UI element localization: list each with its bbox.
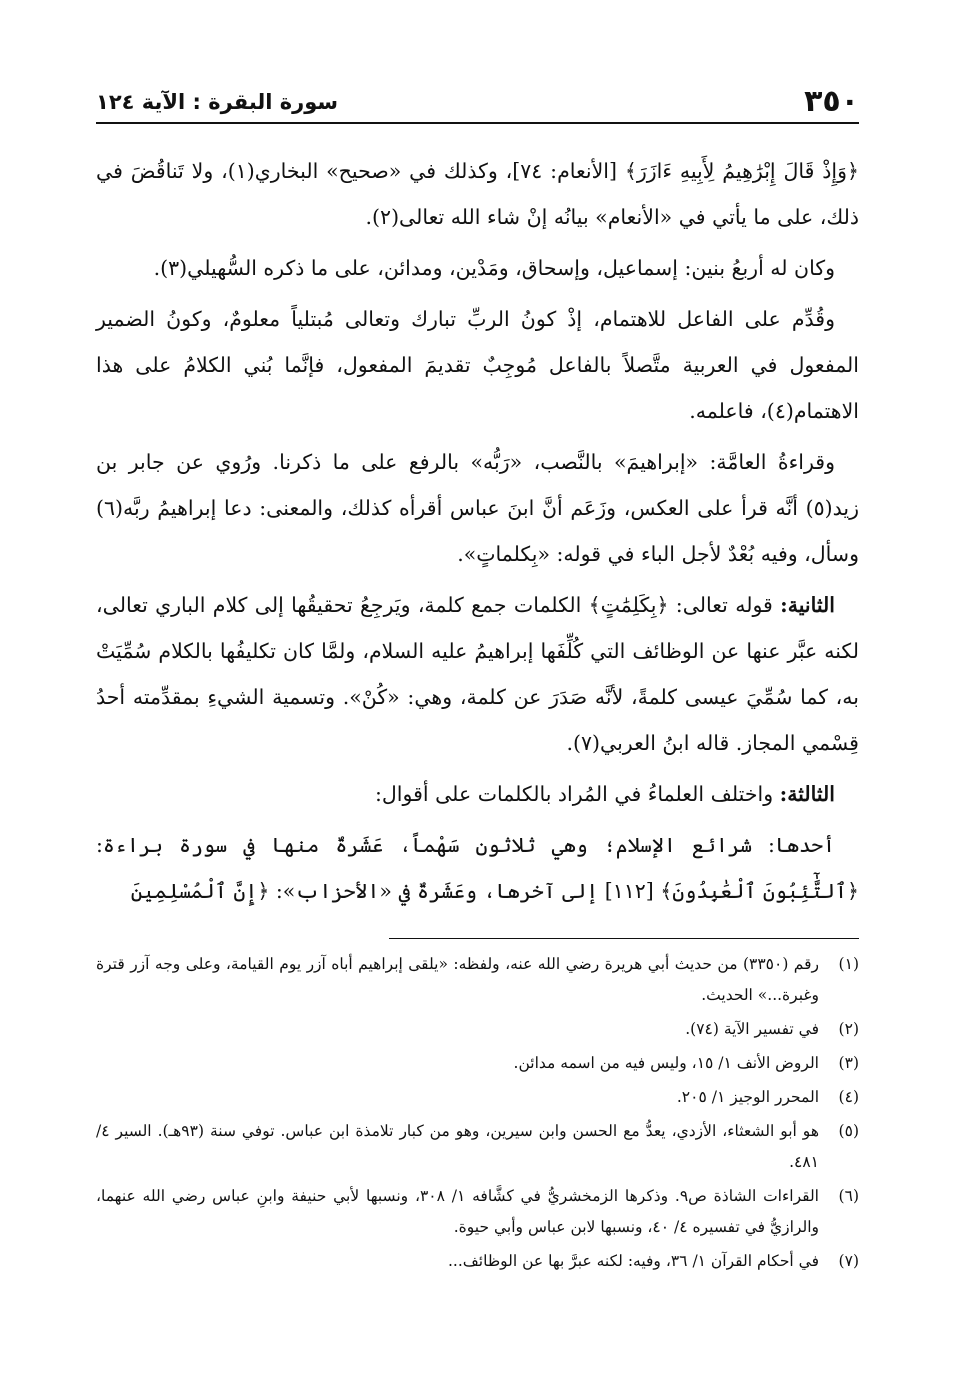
paragraph-text: قوله تعالى: ﴿بِكَلِمَٰتٍ﴾ الكلمات جمع كلمة، ويَرجِعُ تحقيقُها إلى كلام الباري تعالى، لكنه عبَّر عنها عن الوظائف التي كُلِّفَها إبراهيمُ عليه السلام، ولمَّا كان تكليفُها بالكلام سُمِّيَتْ به، كما سُمِّيَ عيسى كلمةً، لأنَّه صَدَرَ عن كلمة، وهي: «كُنْ». وتسمية الشيءِ بمقدِّمته أحدُ قِسْمي المجاز. قاله ابنُ العربي(٧). (96, 593, 859, 755)
footnote-number: (٣) (838, 1054, 859, 1072)
footnote (96, 1181, 859, 1243)
footnote-number: (٦) (838, 1187, 859, 1205)
footnote (96, 1014, 859, 1045)
paragraph-text: وقراءةُ العامَّة: «إبراهيمَ» بالنَّصب، «رَبُّه» بالرفع على ما ذكرنا. ورُوي عن جابر بن زيد(٥) أنَّه قرأ على العكس، وزَعَم أنَّ ابنَ عباس أقرأه كذلك، والمعنى: دعا إبراهيمُ ربَّه(٦) وسأل، وفيه بُعْدٌ لأجل الباء في قوله: «بِكلماتٍ». (96, 450, 859, 566)
footnote-text: رقم (٣٣٥٠) من حديث أبي هريرة رضي الله عنه، ولفظه: «يلقى إبراهيم أباه آزر يوم القيامة، وعلى وجه آزر قترة وغبرة...» الحديث. (96, 955, 819, 1004)
paragraph (96, 822, 859, 914)
footnote-number: (٥) (838, 1122, 859, 1140)
footnote (96, 1048, 859, 1079)
footnote-text: المحرر الوجيز ١/ ٢٠٥. (676, 1088, 819, 1106)
footnote-number: (٢) (838, 1020, 859, 1038)
paragraph (96, 245, 859, 291)
main-text (96, 148, 859, 914)
paragraph-text: ﴿وَإِذْ قَالَ إِبْرَٰهِيمُ لِأَبِيهِ ءَازَرَ﴾ [الأنعام: ٧٤]، وكذلك في «صحيح» البخاري(١)، ولا تَناقُضَ في ذلك، على ما يأتي في «الأنعام» بيانُه إنْ شاء الله تعالى(٢). (96, 159, 860, 229)
page-header (96, 80, 859, 122)
footnote-text: في تفسير الآية (٧٤). (685, 1020, 819, 1038)
header-rule (96, 122, 859, 124)
section-heading: الثالثة: (779, 782, 835, 806)
footnote (96, 1246, 859, 1277)
footnote-text: القراءات الشاذة ص٩. وذكرها الزمخشريُّ في كشَّافه ١/ ٣٠٨، ونسبها لأبي حنيفة وابنِ عباس رضي الله عنهما، والرازيُّ في تفسيره ٤/ ٤٠، ونسبها لابن عباس وأبي حيوة. (96, 1187, 819, 1236)
footnote-text: في أحكام القرآن ١/ ٣٦، وفيه: لكنه عبرَّ بها عن الوظائف... (447, 1252, 819, 1270)
footnote-number: (١) (838, 955, 859, 973)
paragraph (96, 771, 859, 817)
footnote-number: (٧) (838, 1252, 859, 1270)
footnote-text: الروض الأنف ١/ ١٥، وليس فيه من اسمه مدائن. (513, 1054, 819, 1072)
footnotes (96, 949, 859, 1277)
paragraph-text: وقُدِّم على الفاعل للاهتمام، إذْ كونُ الربِّ تبارك وتعالى مُبتلياً معلومٌ، وكونُ الضمير المفعول في العربية متَّصلاً بالفاعل مُوجِبٌ تقديمَ المفعول، فإنَّما بُني الكلامُ على هذا الاهتمام(٤)، فاعلمه. (96, 307, 859, 423)
paragraph (96, 296, 859, 434)
footnote-number: (٤) (838, 1088, 859, 1106)
running-head: سورة البقرة : الآية ١٢٤ (96, 90, 339, 114)
footnote (96, 1082, 859, 1113)
footnote (96, 1116, 859, 1178)
paragraph (96, 439, 859, 577)
paragraph (96, 148, 859, 240)
footnote (96, 949, 859, 1011)
page-number: ٣٥٠ (804, 84, 859, 119)
paragraph-text: أحدها: شرائع الإسلام؛ وهي ثلاثون سَهْماً، عَشَرةٌ منها في سورة براءة: ﴿ٱلتَّٰٓئِبُونَ ٱلْعَٰبِدُونَ﴾ [١١٢] إلى آخرها، وعَشَرةٌ في «الأحزاب»: ﴿إِنَّ ٱلْمُسْلِمِينَ (96, 833, 859, 903)
footnote-text: هو أبو الشعثاء، الأزدي، يعدُّ مع الحسن وابن سيرين، وهو من كبار تلامذة ابن عباس. توفي سنة (٩٣هـ). السير ٤/ ٤٨١. (96, 1122, 819, 1171)
paragraph (96, 582, 859, 766)
book-page (96, 80, 859, 1388)
footnote-separator (389, 938, 859, 939)
section-heading: الثانية: (780, 593, 835, 617)
paragraph-text: وكان له أربعُ بنين: إسماعيل، وإسحاق، ومَدْين، ومدائن، على ما ذكره السُّهيلي(٣). (153, 256, 835, 280)
paragraph-text: واختلف العلماءُ في المُراد بالكلمات على أقوال: (374, 782, 780, 806)
